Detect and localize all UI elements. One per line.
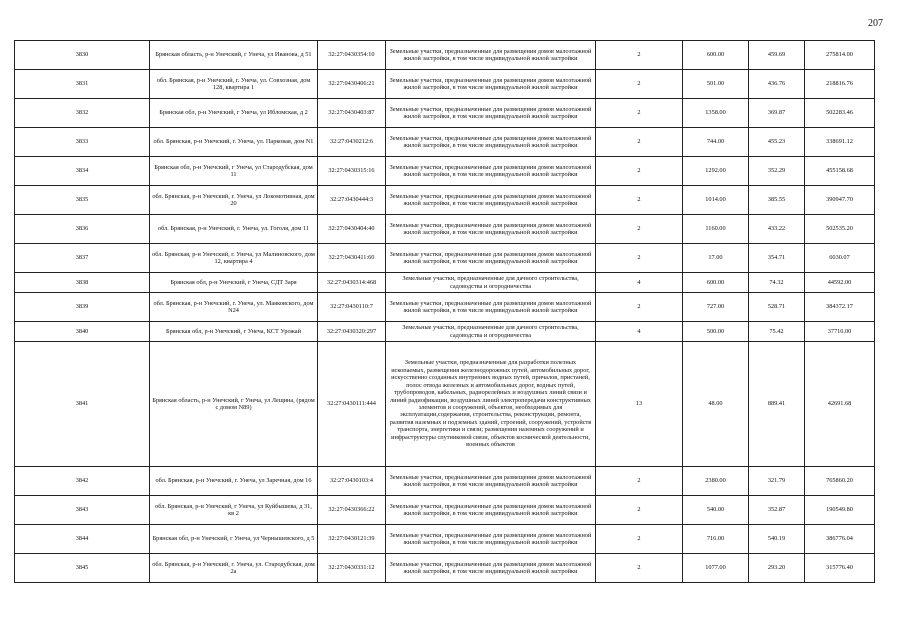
- row-number: 3840: [15, 322, 150, 342]
- register-table: [14, 40, 875, 583]
- row-cadastral-value: 315776.40: [805, 554, 875, 583]
- row-land-use: Земельные участки, предназначенные для размещения домов малоэтажной жилой застройки, в том числе индивидуальной жилой застройки: [386, 128, 596, 157]
- row-cadastral-value: 384372.17: [805, 293, 875, 322]
- row-number: 3839: [15, 293, 150, 322]
- row-category: 2: [596, 496, 683, 525]
- row-address: Брянская обл, р-н Унечский, г Унеча, КСТ Урожай: [150, 322, 318, 342]
- row-specific-value: 433.22: [749, 215, 805, 244]
- row-area: 727.00: [683, 293, 749, 322]
- row-number: 3845: [15, 554, 150, 583]
- row-specific-value: 74.32: [749, 273, 805, 293]
- row-category: 4: [596, 273, 683, 293]
- row-category: 2: [596, 554, 683, 583]
- row-cadastral-number: 32:27:0430411:60: [318, 244, 386, 273]
- row-land-use: Земельные участки, предназначенные для дачного строительства, садоводства и огородничества: [386, 322, 596, 342]
- row-land-use: Земельные участки, предназначенные для размещения домов малоэтажной жилой застройки, в том числе индивидуальной жилой застройки: [386, 70, 596, 99]
- row-cadastral-value: 42691.68: [805, 342, 875, 467]
- row-address: обл. Брянская, р-н Унечский, г. Унеча, ул Малиновского, дом 12, квартира 4: [150, 244, 318, 273]
- table-row: [15, 525, 875, 554]
- row-number: 3844: [15, 525, 150, 554]
- row-number: 3841: [15, 342, 150, 467]
- row-category: 2: [596, 41, 683, 70]
- row-number: 3843: [15, 496, 150, 525]
- row-area: 1077.00: [683, 554, 749, 583]
- row-area: 500.00: [683, 322, 749, 342]
- row-land-use: Земельные участки, предназначенные для размещения домов малоэтажной жилой застройки, в том числе индивидуальной жилой застройки: [386, 496, 596, 525]
- row-area: 1292.00: [683, 157, 749, 186]
- row-specific-value: 528.71: [749, 293, 805, 322]
- register-body: [15, 41, 875, 583]
- row-address: обл. Брянская, р-н Унечский, г. Унеча, ул. Совхозная, дом 128, квартира 1: [150, 70, 318, 99]
- row-cadastral-number: 32:27:0430354:10: [318, 41, 386, 70]
- row-cadastral-number: 32:27:0430406:21: [318, 70, 386, 99]
- row-land-use: Земельные участки, предназначенные для размещения домов малоэтажной жилой застройки, в том числе индивидуальной жилой застройки: [386, 157, 596, 186]
- row-cadastral-number: 32:27:0430366:22: [318, 496, 386, 525]
- row-area: 744.00: [683, 128, 749, 157]
- row-land-use: Земельные участки, предназначенные для размещения домов малоэтажной жилой застройки, в том числе индивидуальной жилой застройки: [386, 41, 596, 70]
- row-land-use: Земельные участки, предназначенные для размещения домов малоэтажной жилой застройки, в том числе индивидуальной жилой застройки: [386, 186, 596, 215]
- row-specific-value: 75.42: [749, 322, 805, 342]
- row-address: Брянская обл, р-н Унечский, г Унеча, ул Чернышевского, д 5: [150, 525, 318, 554]
- table-row: [15, 554, 875, 583]
- row-cadastral-number: 32:27:0430403:87: [318, 99, 386, 128]
- row-number: 3834: [15, 157, 150, 186]
- row-specific-value: 352.29: [749, 157, 805, 186]
- row-address: обл. Брянская, р-н Унечский, г. Унеча, ул. Парковая, дом N1: [150, 128, 318, 157]
- row-land-use: Земельные участки, предназначенные для размещения домов малоэтажной жилой застройки, в том числе индивидуальной жилой застройки: [386, 467, 596, 496]
- row-category: 2: [596, 293, 683, 322]
- row-cadastral-value: 6030.07: [805, 244, 875, 273]
- row-cadastral-value: 390947.70: [805, 186, 875, 215]
- row-cadastral-number: 32:27:0430315:16: [318, 157, 386, 186]
- row-address: обл. Брянская, р-н Унечский, г. Унеча, ул. Гоголя, дом 11: [150, 215, 318, 244]
- row-cadastral-number: 32:27:0430111:444: [318, 342, 386, 467]
- row-specific-value: 385.55: [749, 186, 805, 215]
- row-land-use: Земельные участки, предназначенные для размещения домов малоэтажной жилой застройки, в том числе индивидуальной жилой застройки: [386, 525, 596, 554]
- row-area: 540.00: [683, 496, 749, 525]
- row-specific-value: 436.76: [749, 70, 805, 99]
- row-number: 3832: [15, 99, 150, 128]
- row-cadastral-value: 502535.20: [805, 215, 875, 244]
- row-number: 3836: [15, 215, 150, 244]
- row-number: 3835: [15, 186, 150, 215]
- row-cadastral-value: 502283.46: [805, 99, 875, 128]
- row-category: 2: [596, 244, 683, 273]
- row-area: 17.00: [683, 244, 749, 273]
- row-specific-value: 293.20: [749, 554, 805, 583]
- row-address: Брянская обл, р-н Унечский, г Унеча, ул Ибломская, д 2: [150, 99, 318, 128]
- row-number: 3842: [15, 467, 150, 496]
- row-specific-value: 459.69: [749, 41, 805, 70]
- row-cadastral-value: 765860.20: [805, 467, 875, 496]
- table-row: [15, 293, 875, 322]
- row-area: 1014.00: [683, 186, 749, 215]
- row-category: 2: [596, 215, 683, 244]
- row-land-use: Земельные участки, предназначенные для дачного строительства, садоводства и огородничества: [386, 273, 596, 293]
- table-row: [15, 128, 875, 157]
- row-number: 3837: [15, 244, 150, 273]
- row-cadastral-value: 275814.00: [805, 41, 875, 70]
- row-area: 2380.00: [683, 467, 749, 496]
- row-land-use: Земельные участки, предназначенные для разработки полезных ископаемых, размещения железнодорожных путей, автомобильных дорог, искусственно созданных внутренних водных путей, причалов, пристаней, полос отвода железных и автомобильных дорог, водных путей, трубопроводов, кабельных, радиорелейных и воздушных линий связи и линий радиофикации, воздушных линий электропередачи конструктивных элементов и сооружений, объектов, необходимых для эксплуатации,содержания, строительства, реконструкции, ремонта, развития наземных и подземных зданий, строений, сооружений, устройств транспорта, энергетики и связи; размещения наземных сооружений и инфраструктуры спутниковой связи, объектов космической деятельности, военных объектов: [386, 342, 596, 467]
- row-cadastral-value: 455158.68: [805, 157, 875, 186]
- table-row: [15, 273, 875, 293]
- row-specific-value: 455.23: [749, 128, 805, 157]
- table-row: [15, 215, 875, 244]
- row-address: обл. Брянская, р-н Унечский, г. Унеча, ул Заречная, дом 16: [150, 467, 318, 496]
- row-area: 501.00: [683, 70, 749, 99]
- row-cadastral-number: 32:27:0430320:297: [318, 322, 386, 342]
- row-cadastral-number: 32:27:0430121:39: [318, 525, 386, 554]
- row-specific-value: 540.19: [749, 525, 805, 554]
- table-row: [15, 70, 875, 99]
- table-row: [15, 244, 875, 273]
- row-land-use: Земельные участки, предназначенные для размещения домов малоэтажной жилой застройки, в том числе индивидуальной жилой застройки: [386, 554, 596, 583]
- row-category: 2: [596, 99, 683, 128]
- table-row: [15, 322, 875, 342]
- row-category: 13: [596, 342, 683, 467]
- row-cadastral-value: 190549.80: [805, 496, 875, 525]
- table-row: [15, 496, 875, 525]
- row-address: обл. Брянская, р-н Унечский, г. Унеча, ул Локомотивная, дом 20: [150, 186, 318, 215]
- row-cadastral-value: 218816.76: [805, 70, 875, 99]
- row-cadastral-value: 338691.12: [805, 128, 875, 157]
- row-category: 2: [596, 186, 683, 215]
- row-cadastral-number: 32:27:0430314:468: [318, 273, 386, 293]
- row-area: 600.00: [683, 273, 749, 293]
- row-category: 2: [596, 467, 683, 496]
- row-number: 3830: [15, 41, 150, 70]
- row-cadastral-number: 32:27:0430212:6: [318, 128, 386, 157]
- row-number: 3838: [15, 273, 150, 293]
- row-land-use: Земельные участки, предназначенные для размещения домов малоэтажной жилой застройки, в том числе индивидуальной жилой застройки: [386, 215, 596, 244]
- row-area: 48.00: [683, 342, 749, 467]
- row-land-use: Земельные участки, предназначенные для размещения домов малоэтажной жилой застройки, в том числе индивидуальной жилой застройки: [386, 244, 596, 273]
- row-cadastral-value: 44592.00: [805, 273, 875, 293]
- row-area: 1358.00: [683, 99, 749, 128]
- row-address: обл. Брянская, р-н Унечский, г Унеча, ул Куйбышева, д 31, кв 2: [150, 496, 318, 525]
- row-address: Брянская область, р-н Унечский, г Унеча, ул Лещина, (рядом с домом N89): [150, 342, 318, 467]
- row-specific-value: 321.79: [749, 467, 805, 496]
- row-address: Брянская область, р-н Унечский, г Унеча, ул Иванова, д 51: [150, 41, 318, 70]
- row-number: 3833: [15, 128, 150, 157]
- table-row: [15, 467, 875, 496]
- row-area: 716.00: [683, 525, 749, 554]
- row-address: Брянская обл, р-н Унечский, г Унеча, ул Стародубская, дом 11: [150, 157, 318, 186]
- row-address: обл. Брянская, р-н Унечский, г. Унеча, ул. Стародубская, дом 2а: [150, 554, 318, 583]
- row-specific-value: 354.71: [749, 244, 805, 273]
- row-cadastral-value: 386776.04: [805, 525, 875, 554]
- row-cadastral-number: 32:27:0430404:40: [318, 215, 386, 244]
- row-cadastral-number: 32:27:0430444:3: [318, 186, 386, 215]
- row-specific-value: 352.87: [749, 496, 805, 525]
- row-specific-value: 369.87: [749, 99, 805, 128]
- row-cadastral-number: 32:27:0430110:7: [318, 293, 386, 322]
- row-area: 600.00: [683, 41, 749, 70]
- table-row: [15, 99, 875, 128]
- row-category: 4: [596, 322, 683, 342]
- row-category: 2: [596, 128, 683, 157]
- row-cadastral-value: 37710.00: [805, 322, 875, 342]
- table-row: [15, 157, 875, 186]
- row-category: 2: [596, 157, 683, 186]
- table-row: [15, 342, 875, 467]
- row-specific-value: 889.41: [749, 342, 805, 467]
- page-number: 207: [868, 18, 883, 29]
- row-category: 2: [596, 70, 683, 99]
- row-area: 1160.00: [683, 215, 749, 244]
- table-row: [15, 41, 875, 70]
- row-number: 3831: [15, 70, 150, 99]
- row-cadastral-number: 32:27:0430103:4: [318, 467, 386, 496]
- row-land-use: Земельные участки, предназначенные для размещения домов малоэтажной жилой застройки, в том числе индивидуальной жилой застройки: [386, 293, 596, 322]
- row-category: 2: [596, 525, 683, 554]
- table-row: [15, 186, 875, 215]
- row-cadastral-number: 32:27:0430331:12: [318, 554, 386, 583]
- row-address: Брянская обл, р-н Унечский, г Унеча, СДТ Заря: [150, 273, 318, 293]
- row-address: обл. Брянская, р-н Унечский, г. Унеча, ул. Маяковского, дом N24: [150, 293, 318, 322]
- row-land-use: Земельные участки, предназначенные для размещения домов малоэтажной жилой застройки, в том числе индивидуальной жилой застройки: [386, 99, 596, 128]
